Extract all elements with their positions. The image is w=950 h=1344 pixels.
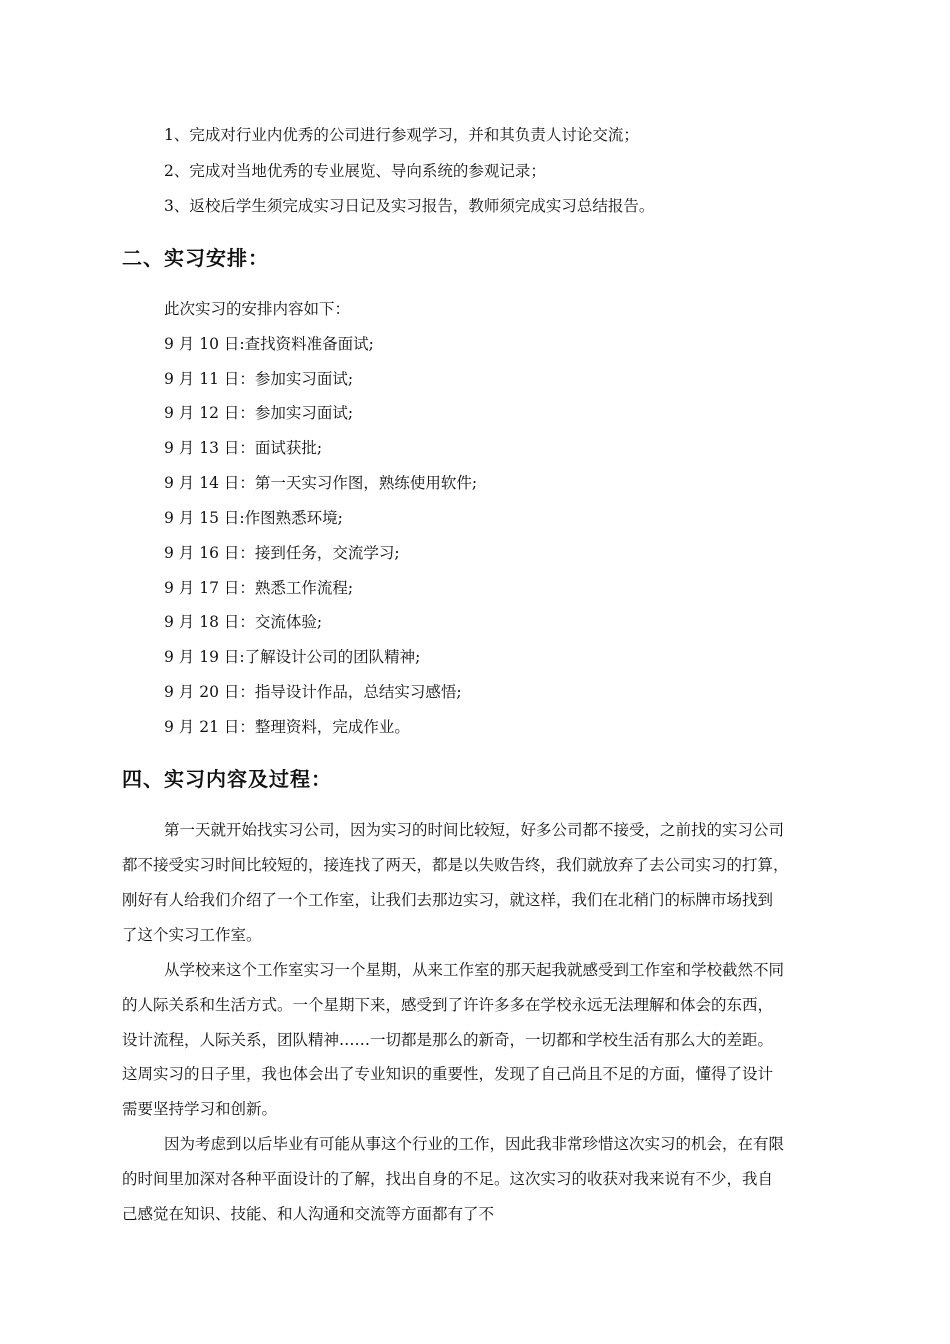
schedule-item: 9 月 18 日：交流体验; xyxy=(164,613,323,631)
section-heading-schedule: 二、实习安排： xyxy=(122,246,269,270)
paragraph-2-line: 从学校来这个工作室实习一个星期，从来工作室的那天起我就感受到工作室和学校截然不同 xyxy=(164,961,785,979)
schedule-item: 9 月 16 日：接到任务，交流学习; xyxy=(164,544,400,562)
paragraph-2-line: 需要坚持学习和创新。 xyxy=(122,1100,278,1118)
schedule-item: 9 月 11 日：参加实习面试; xyxy=(164,370,354,388)
schedule-item: 9 月 13 日：面试获批; xyxy=(164,439,323,457)
paragraph-2-line: 设计流程，人际关系，团队精神……一切都是那么的新奇，一切都和学校生活有那么大的差距。 xyxy=(122,1031,774,1049)
paragraph-3-line: 因为考虑到以后毕业有可能从事这个行业的工作，因此我非常珍惜这次实习的机会，在有限 xyxy=(164,1135,785,1153)
schedule-item: 9 月 19 日:了解设计公司的团队精神; xyxy=(164,648,421,666)
schedule-intro: 此次实习的安排内容如下： xyxy=(164,300,351,318)
section-heading-content: 四、实习内容及过程： xyxy=(122,767,332,791)
paragraph-1-line: 了这个实习工作室。 xyxy=(122,926,262,944)
schedule-item: 9 月 15 日:作图熟悉环境; xyxy=(164,509,343,527)
requirement-item-2: 2、完成对当地优秀的专业展览、导向系统的参观记录； xyxy=(164,162,546,180)
schedule-item: 9 月 21 日：整理资料，完成作业。 xyxy=(164,718,410,736)
requirement-item-1: 1、完成对行业内优秀的公司进行参观学习，并和其负责人讨论交流； xyxy=(164,126,639,144)
paragraph-1-line: 都不接受实习时间比较短的，接连找了两天，都是以失败告终，我们就放弃了去公司实习的打算， xyxy=(122,856,789,874)
schedule-item: 9 月 20 日：指导设计作品，总结实习感悟; xyxy=(164,683,462,701)
schedule-item: 9 月 14 日：第一天实习作图，熟练使用软件; xyxy=(164,474,478,492)
paragraph-1-line: 第一天就开始找实习公司，因为实习的时间比较短，好多公司都不接受，之前找的实习公司 xyxy=(164,821,785,839)
schedule-item: 9 月 10 日:查找资料准备面试; xyxy=(164,335,374,353)
paragraph-3-line: 己感觉在知识、技能、和人沟通和交流等方面都有了不 xyxy=(122,1205,495,1223)
paragraph-2-line: 这周实习的日子里，我也体会出了专业知识的重要性，发现了自己尚且不足的方面，懂得了设计 xyxy=(122,1065,774,1083)
paragraph-2-line: 的人际关系和生活方式。一个星期下来，感受到了许许多多在学校永远无法理解和体会的东西， xyxy=(122,996,774,1014)
requirement-item-3: 3、返校后学生须完成实习日记及实习报告，教师须完成实习总结报告。 xyxy=(164,197,655,215)
schedule-item: 9 月 12 日：参加实习面试; xyxy=(164,404,354,422)
schedule-item: 9 月 17 日：熟悉工作流程; xyxy=(164,579,354,597)
paragraph-1-line: 刚好有人给我们介绍了一个工作室，让我们去那边实习，就这样，我们在北稍门的标牌市场找到 xyxy=(122,891,774,909)
paragraph-3-line: 的时间里加深对各种平面设计的了解，找出自身的不足。这次实习的收获对我来说有不少，我自 xyxy=(122,1170,774,1188)
